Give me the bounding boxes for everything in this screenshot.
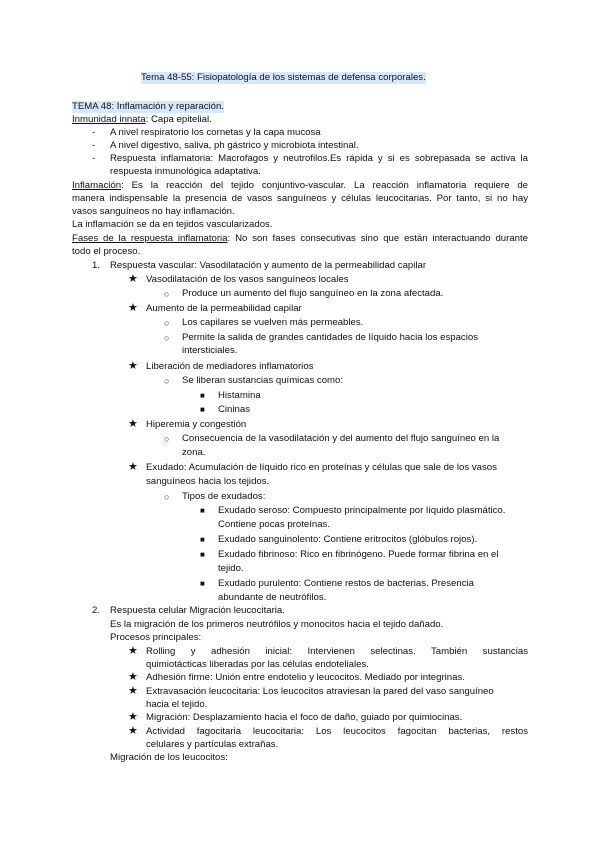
section-heading-celular: Respuesta celular Migración leucocitaria. xyxy=(110,605,285,616)
inflamacion-line xyxy=(72,180,528,192)
list-item: Respuesta inflamatoria: Macrofagos y neutrofilos.Es rápida y si es sobrepasada se activa la xyxy=(110,153,528,164)
list-number: 1. xyxy=(92,260,101,271)
inflamacion-text: : Es la reacción del tejido conjuntivo-vascular. La reacción inflamatoria requiere de xyxy=(121,180,528,191)
circle-bullet: ○ xyxy=(164,434,170,444)
paragraph-line: La inflamación se da en tejidos vascularizados. xyxy=(72,219,273,230)
list-item: Vasodilatación de los vasos sanguíneos locales xyxy=(146,274,349,285)
list-item-continued: abundante de neutrófilos. xyxy=(218,592,327,603)
square-bullet: ■ xyxy=(200,391,205,400)
paragraph-line: Migración de los leucocitos: xyxy=(110,752,228,763)
list-item: Extravasación leucocitaria: Los leucocitos atraviesan la pared del vaso sanguíneo xyxy=(146,686,494,697)
section-heading-vascular: Respuesta vascular: Vasodilatación y aumento de la permeabilidad capilar xyxy=(110,260,427,271)
star-bullet: ★ xyxy=(128,302,138,314)
star-bullet: ★ xyxy=(128,645,138,657)
list-item: Aumento de la permeabilidad capilar xyxy=(146,303,302,314)
list-item-continued: zona. xyxy=(182,447,206,458)
list-item: A nivel respiratorio los cornetas y la capa mucosa xyxy=(110,127,321,138)
list-item: Tipos de exudados: xyxy=(182,491,266,502)
circle-bullet: ○ xyxy=(164,333,170,343)
circle-bullet: ○ xyxy=(164,492,170,502)
square-bullet: ■ xyxy=(200,405,205,414)
paragraph-line: vasos sanguíneos no hay inflamación. xyxy=(72,206,235,217)
list-item-continued: hacia el tejido. xyxy=(146,699,208,710)
list-item-continued: celulares y partículas extrañas. xyxy=(146,739,279,750)
list-item: Hiperemia y congestión xyxy=(146,419,247,430)
list-item: Exudado seroso: Compuesto principalmente por líquido plasmático. xyxy=(218,505,506,516)
paragraph-line: Procesos principales: xyxy=(110,632,202,643)
list-item-continued: respuesta inmunológica adaptativa. xyxy=(110,166,261,177)
list-item-continued: Contiene pocas proteínas. xyxy=(218,519,331,530)
list-item-continued: quimiotácticas liberadas por las células endoteliales. xyxy=(146,659,369,670)
list-item: Actividad fagocitaria leucocitaria: Los leucocitos fagocitan bacterias, restos xyxy=(146,726,528,737)
list-item-continued: sanguíneos hacia los tejidos. xyxy=(146,476,270,487)
list-item: Liberación de mediadores inflamatorios xyxy=(146,361,314,372)
star-bullet: ★ xyxy=(128,418,138,430)
list-item: Exudado sanguinolento: Contiene eritrocitos (glóbulos rojos). xyxy=(218,534,478,545)
square-bullet: ■ xyxy=(200,535,205,544)
paragraph-line: Es la migración de los primeros neutrófilos y monocitos hacia el tejido dañado. xyxy=(110,619,444,630)
dash-bullet: - xyxy=(92,127,96,138)
star-bullet: ★ xyxy=(128,725,138,737)
list-item: A nivel digestivo, saliva, ph gástrico y microbiota intestinal. xyxy=(110,140,359,151)
star-bullet: ★ xyxy=(128,711,138,723)
star-bullet: ★ xyxy=(128,671,138,683)
square-bullet: ■ xyxy=(200,550,205,559)
fases-label: Fases de la respuesta inflamatoria xyxy=(72,233,228,244)
circle-bullet: ○ xyxy=(164,376,170,386)
list-item-continued: intersticiales. xyxy=(182,345,238,356)
list-item: Exudado: Acumulación de líquido rico en proteínas y células que sale de los vasos xyxy=(146,462,497,473)
list-item: Exudado purulento: Contiene restos de bacterias. Presencia xyxy=(218,578,474,589)
square-bullet: ■ xyxy=(200,506,205,515)
circle-bullet: ○ xyxy=(164,318,170,328)
list-item: Cininas xyxy=(218,404,250,415)
list-item: Exudado fibrinoso: Rico en fibrinógeno. Puede formar fibrina en el xyxy=(218,549,499,560)
fases-line xyxy=(72,233,528,245)
dash-bullet: - xyxy=(92,140,96,151)
paragraph-line: manera indispensable la presencia de vasos sanguíneos y células leucocitarias. Por tanto, si no hay xyxy=(72,193,528,204)
star-bullet: ★ xyxy=(128,273,138,285)
star-bullet: ★ xyxy=(128,685,138,697)
fases-text: : No son fases consecutivas sino que están interactuando durante xyxy=(227,233,528,244)
circle-bullet: ○ xyxy=(164,289,170,299)
star-bullet: ★ xyxy=(128,360,138,372)
dash-bullet: - xyxy=(92,153,96,164)
inmunidad-label: Inmunidad innata xyxy=(72,114,146,125)
list-item: Se liberan sustancias químicas como: xyxy=(182,375,344,386)
paragraph-line: todo el proceso. xyxy=(72,246,141,257)
list-item: Los capilares se vuelven más permeables. xyxy=(182,317,364,328)
list-item: Histamina xyxy=(218,390,261,401)
document-title: Tema 48-55: Fisiopatología de los sistemas de defensa corporales. xyxy=(141,72,426,83)
list-item: Permite la salida de grandes cantidades de líquido hacia los espacios xyxy=(182,332,478,343)
inflamacion-label: Inflamación xyxy=(72,180,122,191)
star-bullet: ★ xyxy=(128,461,138,473)
inmunidad-line xyxy=(72,114,212,126)
square-bullet: ■ xyxy=(200,579,205,588)
list-item: Adhesión firme: Unión entre endotelio y leucocitos. Mediado por integrinas. xyxy=(146,672,465,683)
tema-heading: TEMA 48: Inflamación y reparación. xyxy=(72,101,224,112)
list-item-continued: tejido. xyxy=(218,563,244,574)
list-item: Migración: Desplazamiento hacia el foco de daño, guiado por quimiocinas. xyxy=(146,712,463,723)
list-item: Produce un aumento del flujo sanguíneo en la zona afectada. xyxy=(182,288,444,299)
inmunidad-text: : Capa epitelial. xyxy=(145,114,212,125)
list-item: Consecuencia de la vasodilatación y del aumento del flujo sanguíneo en la xyxy=(182,433,500,444)
list-item: Rolling y adhesión inicial: Intervienen selectinas. También sustancias xyxy=(146,646,528,657)
list-number: 2. xyxy=(92,605,101,616)
